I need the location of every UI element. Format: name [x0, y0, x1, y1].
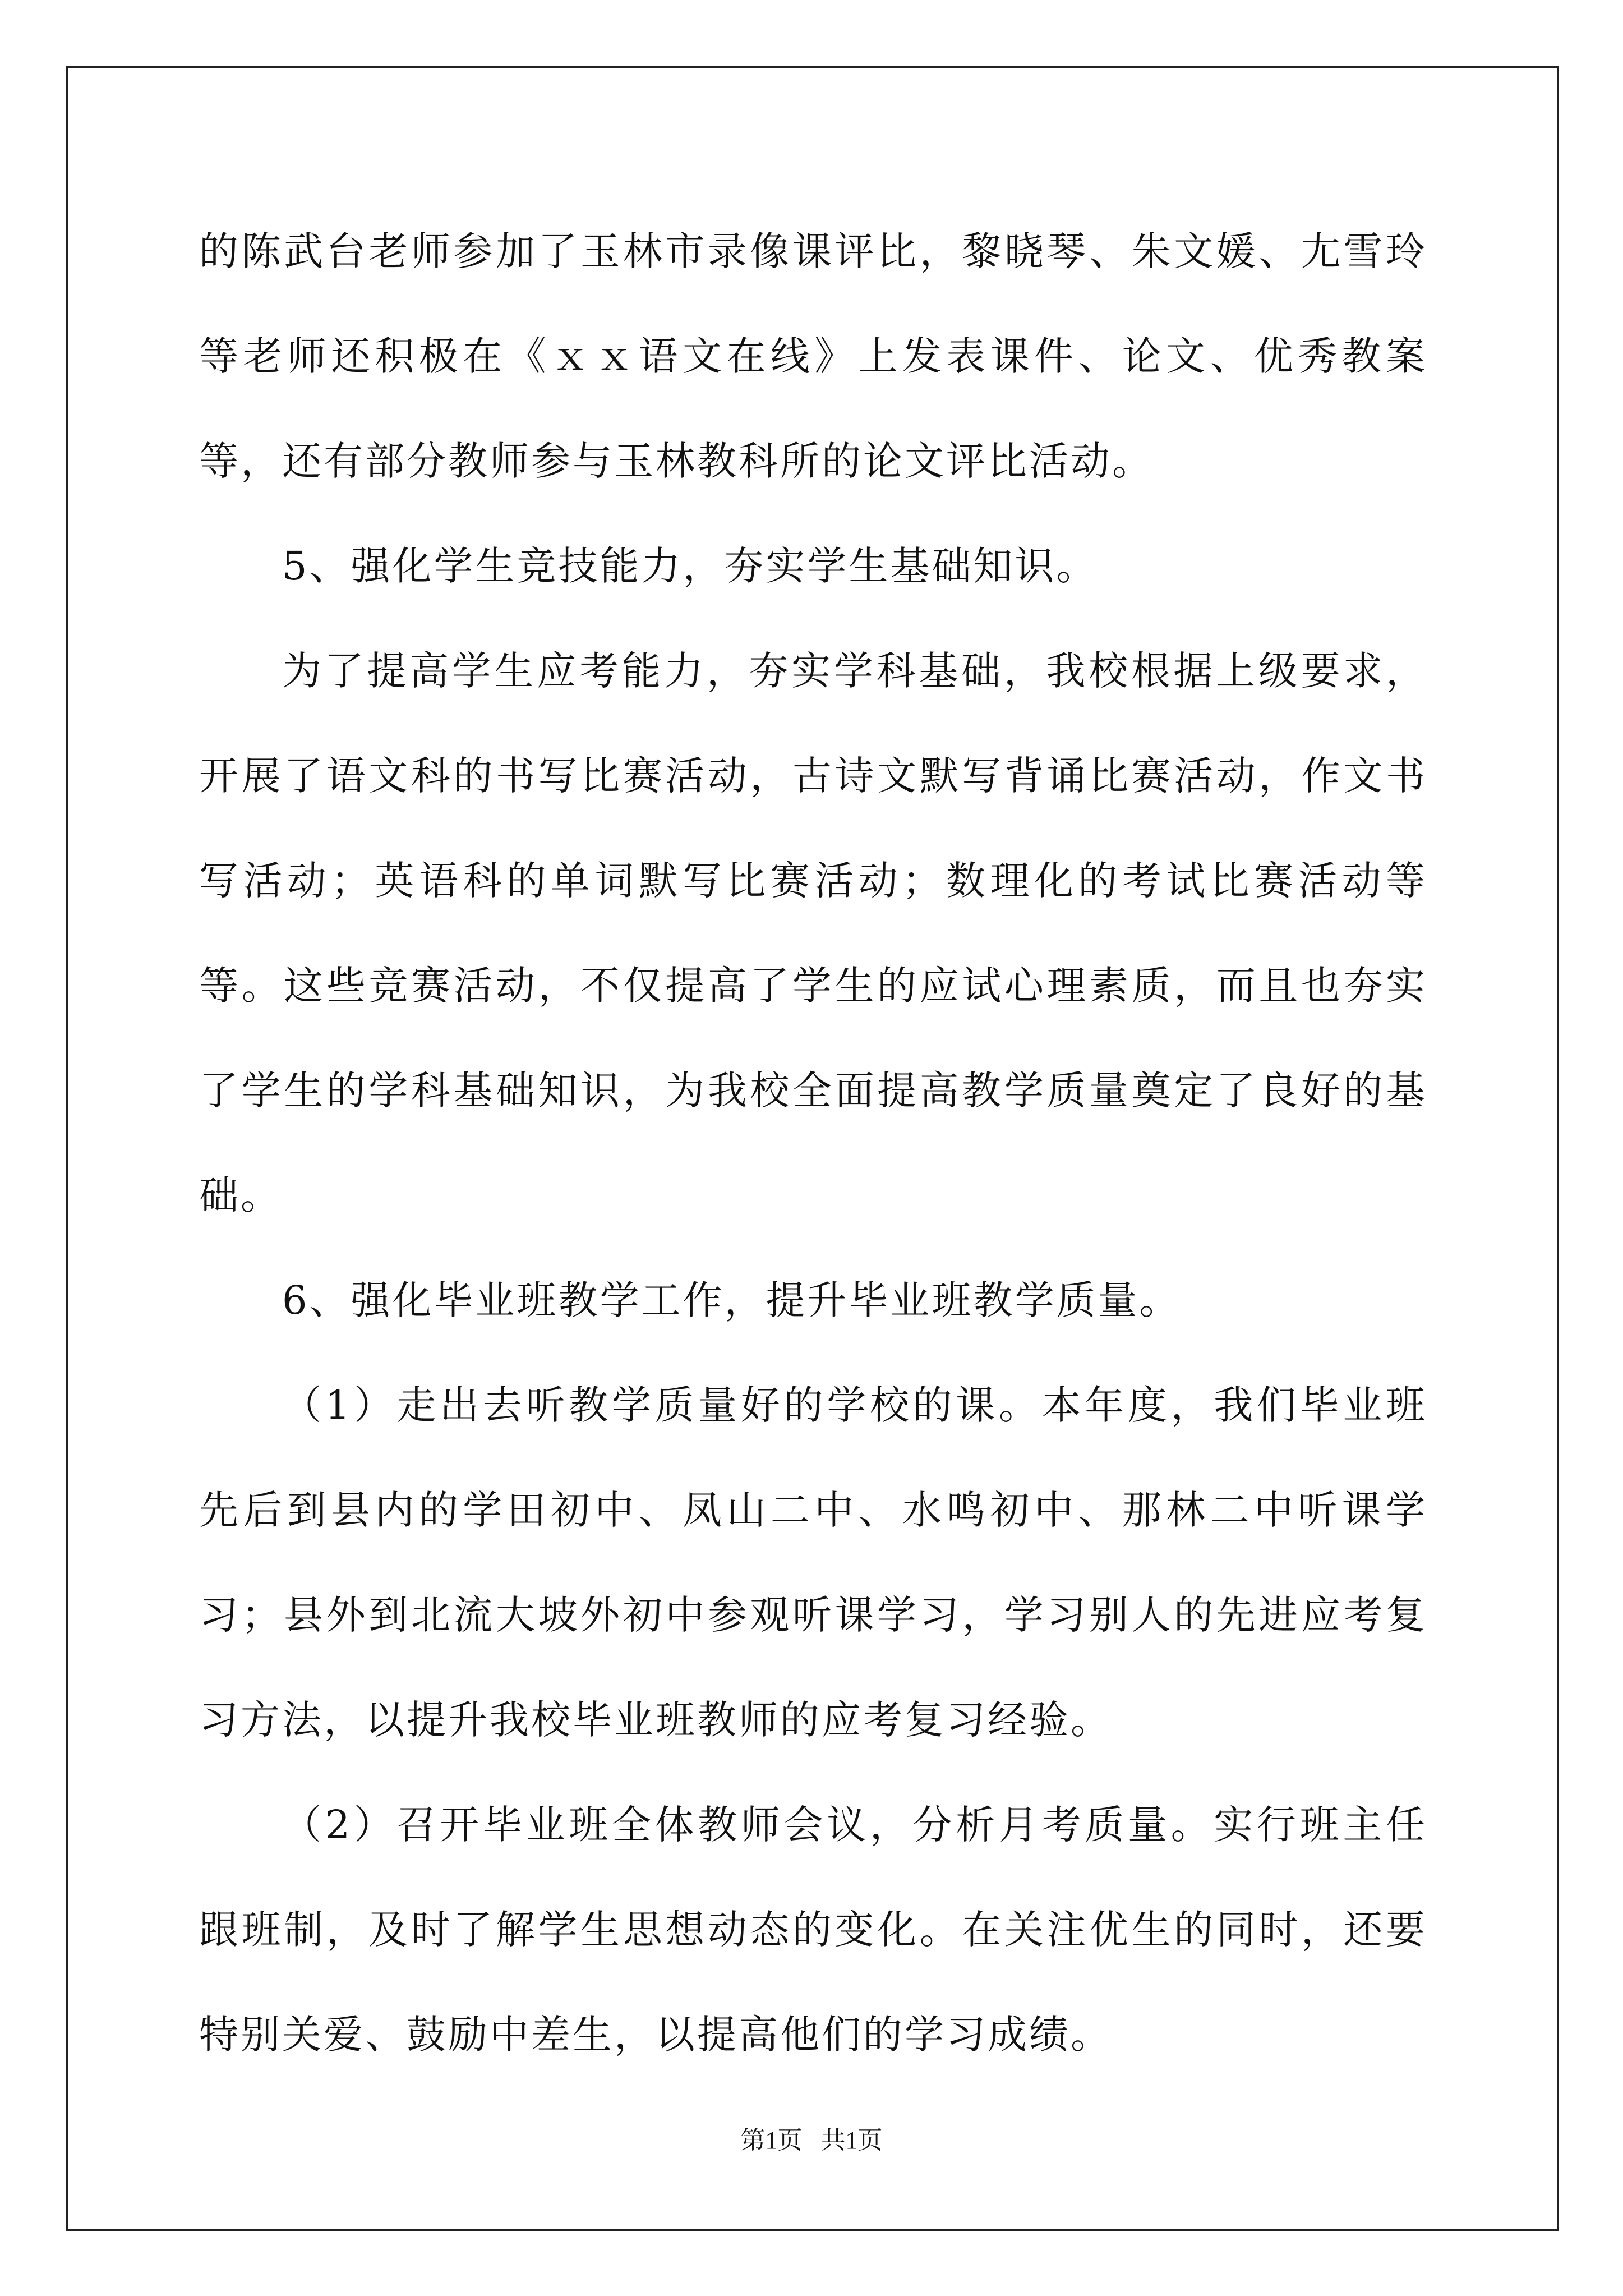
section-heading-6: 6、强化毕业班教学工作，提升毕业班教学质量。	[282, 1277, 1181, 1323]
document-body	[199, 199, 1427, 2087]
list-item-1: （1）走出去听教学质量好的学校的课。本年度，我们毕业班先后到县内的学田初中、凤山二中、水鸣初中、那林二中听课学习；县外到北流大坡外初中参观听课学习，学习别人的先进应考复习方法，以提升我校毕业班教师的应考复习经验。	[199, 1382, 1427, 1743]
list-item-2: （2）召开毕业班全体教师会议，分析月考质量。实行班主任跟班制，及时了解学生思想动态的变化。在关注优生的同时，还要特别关爱、鼓励中差生，以提高他们的学习成绩。	[199, 1802, 1427, 2058]
paragraph-continuation: 的陈武台老师参加了玉林市录像课评比，黎晓琴、朱文媛、尢雪玲等老师还积极在《ｘｘ语文在线》上发表课件、论文、优秀教案等，还有部分教师参与玉林教科所的论文评比活动。	[199, 228, 1427, 484]
section-heading-5: 5、强化学生竞技能力，夯实学生基础知识。	[282, 543, 1098, 589]
paragraph-competitions: 为了提高学生应考能力，夯实学科基础，我校根据上级要求，开展了语文科的书写比赛活动，古诗文默写背诵比赛活动，作文书写活动；英语科的单词默写比赛活动；数理化的考试比赛活动等等。这些竞赛活动，不仅提高了学生的应试心理素质，而且也夯实了学生的学科基础知识，为我校全面提高教学质量奠定了良好的基础。	[199, 648, 1427, 1218]
page-number: 第1页 共1页	[740, 2127, 883, 2154]
